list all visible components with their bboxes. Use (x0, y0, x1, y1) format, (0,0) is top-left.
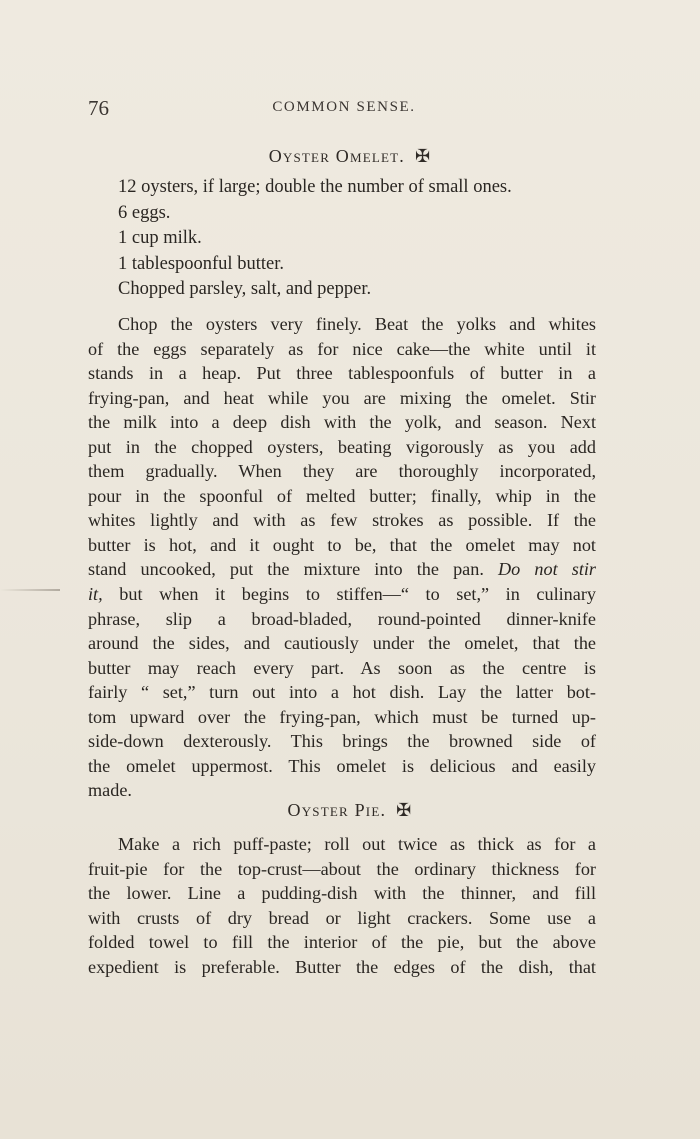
text-line: made. (88, 780, 132, 801)
recipe-title-text: Oyster Pie. (287, 800, 387, 820)
italic-emphasis: it, (88, 584, 103, 605)
text-line: folded towel to fill the interior of the pie, but the above (88, 932, 596, 953)
text-line: frying-pan, and heat while you are mixing the omelet. Stir (88, 387, 596, 408)
italic-emphasis: Do not stir (498, 559, 597, 580)
ingredient-item: 12 oysters, if large; double the number of small ones. (118, 177, 512, 197)
text-line: whites lightly and with as few strokes as possible. If the (88, 510, 596, 531)
text-line: the milk into a deep dish with the yolk, and season. Next (88, 412, 596, 433)
text-line (88, 557, 596, 582)
text-line: the lower. Line a pudding-dish with the thinner, and fill (88, 883, 596, 904)
ingredient-item: 1 tablespoonful butter. (118, 253, 284, 274)
text-line: Make a rich puff-paste; roll out twice as thick as for a (118, 834, 596, 854)
text-line: put in the chopped oysters, beating vigorously as you add (88, 436, 596, 457)
ingredients-list (118, 175, 578, 303)
cross-ornament-icon: ✠ (415, 146, 432, 166)
text-line: expedient is preferable. Butter the edges of the dish, that (88, 956, 596, 977)
text-line: stands in a heap. Put three tablespoonfuls of butter in a (88, 363, 596, 384)
ingredient-item: 1 cup milk. (118, 228, 202, 248)
text-line: them gradually. When they are thoroughly incorporated, (88, 461, 596, 482)
ingredient-item: Chopped parsley, salt, and pepper. (118, 279, 372, 299)
text-segment: but when it begins to stiffen—“ to set,” in culinary (119, 584, 596, 605)
text-line: fairly “ set,” turn out into a hot dish. Lay the latter bot- (88, 682, 596, 703)
page-number: 76 (88, 96, 109, 120)
recipe-title-oyster-pie (0, 800, 700, 821)
text-line: phrase, slip a broad-bladed, round-pointed dinner-knife (88, 608, 596, 629)
text-line: butter may reach every part. As soon as the centre is (88, 657, 596, 678)
text-line: tom upward over the frying-pan, which must be turned up- (88, 706, 596, 727)
text-line: pour in the spoonful of melted butter; finally, whip in the (88, 485, 596, 506)
text-segment: stand uncooked, put the mixture into the pan. (88, 559, 484, 580)
cross-ornament-icon: ✠ (396, 800, 413, 820)
page-header (88, 96, 600, 120)
ingredient-item: 6 eggs. (118, 202, 171, 223)
recipe-title-text: Oyster Omelet. (268, 146, 405, 166)
text-line (88, 582, 596, 607)
text-line: side-down dexterously. This brings the browned side of (88, 731, 596, 752)
text-line: with crusts of dry bread or light crackers. Some use a (88, 907, 596, 928)
text-line: around the sides, and cautiously under the omelet, that the (88, 633, 596, 654)
recipe-instructions-omelet (88, 312, 596, 803)
text-line: butter is hot, and it ought to be, that the omelet may not (88, 534, 596, 555)
recipe-instructions-pie (88, 832, 596, 979)
margin-mark (0, 589, 60, 591)
text-line: Chop the oysters very finely. Beat the yolks and whites (118, 314, 596, 334)
text-line: the omelet uppermost. This omelet is delicious and easily (88, 755, 596, 776)
running-head: COMMON SENSE. (272, 99, 416, 115)
recipe-title-oyster-omelet (0, 146, 700, 167)
text-line: of the eggs separately as for nice cake—the white until it (88, 338, 596, 359)
text-line: fruit-pie for the top-crust—about the ordinary thickness for (88, 858, 596, 879)
